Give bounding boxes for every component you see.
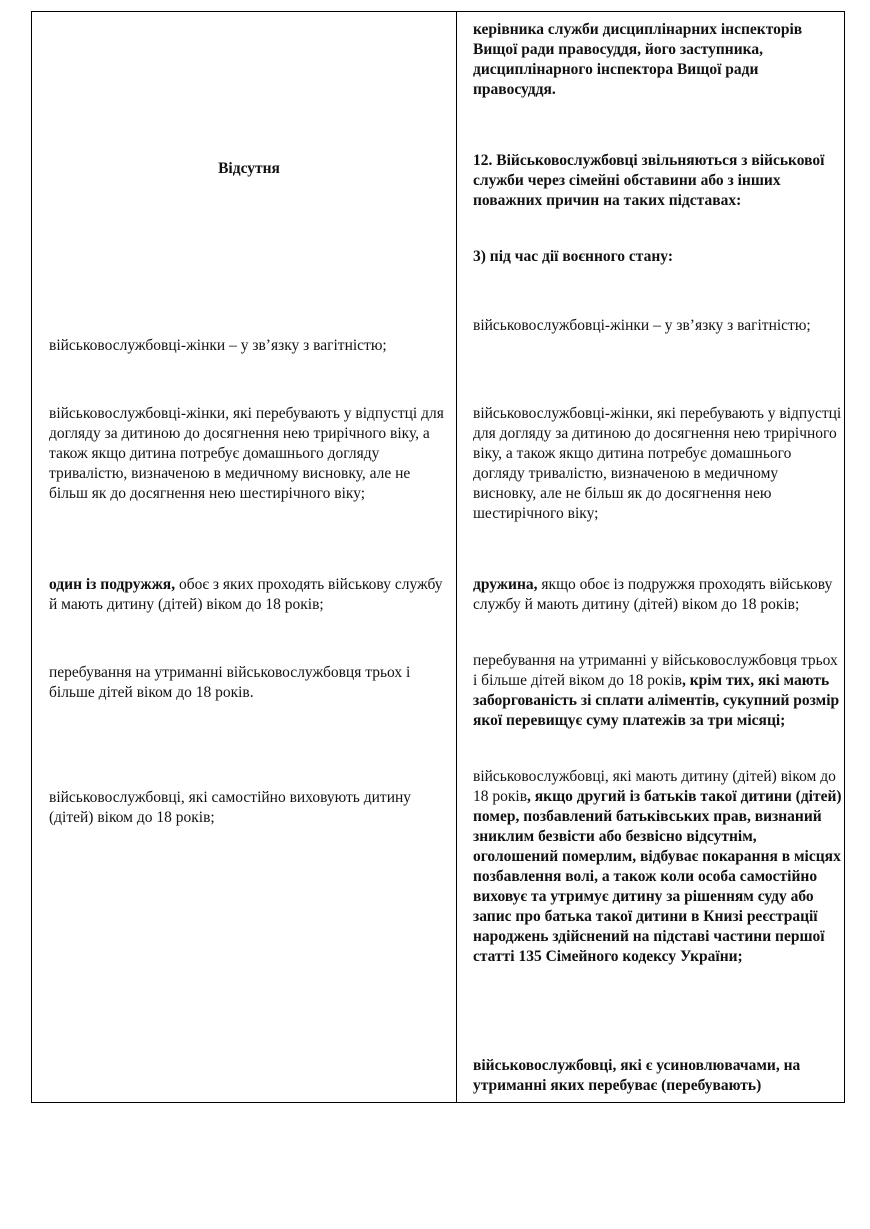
right-paragraph-6: військовослужбовці, які є усиновлювачами, на утриманні яких перебуває (перебувають): [473, 1057, 801, 1094]
left-paragraph-2: військовослужбовці-жінки, які перебувають у відпустці для догляду за дитиною до досягнення нею трирічного віку, а також якщо дитина потребує домашнього догляду тривалістю, визначеною в медичному висновку, але не більш як до досягнення нею шестирічного віку;: [49, 405, 444, 502]
column-divider: [456, 12, 457, 1102]
comparison-table: [31, 11, 845, 1103]
left-paragraph-3: [49, 575, 449, 615]
right-paragraph-3-rest: якщо обоє із подружжя проходять військову службу й мають дитину (дітей) віком до 18 років;: [473, 576, 833, 613]
right-paragraph-4: [473, 651, 843, 731]
left-paragraph-1: військовослужбовці-жінки – у зв’язку з вагітністю;: [49, 337, 387, 354]
left-paragraph-4: перебування на утриманні військовослужбовця трьох і більше дітей віком до 18 років.: [49, 664, 411, 701]
right-paragraph-4-normal: перебування на утриманні у військовослужбовця трьох і більше дітей віком до 18 років: [473, 652, 838, 689]
left-paragraph-3-bold: один із подружжя,: [49, 576, 176, 593]
right-paragraph-2: військовослужбовці-жінки, які перебувають у відпустці для догляду за дитиною до досягнення нею трирічного віку, а також якщо дитина потребує домашнього догляду тривалістю, визначеною в медичному висновку, але не більш як до досягнення нею шестирічного віку;: [473, 405, 842, 522]
right-paragraph-1: військовослужбовці-жінки – у зв’язку з вагітністю;: [473, 317, 811, 334]
right-paragraph-5: [473, 767, 843, 967]
right-paragraph-3: [473, 575, 843, 615]
right-top-bold: керівника служби дисциплінарних інспекторів Вищої ради правосуддя, його заступника, дисциплінарного інспектора Вищої ради правосуддя.: [473, 21, 803, 98]
left-absent-label: Відсутня: [218, 160, 280, 177]
right-paragraph-4-bold: , крім тих, які мають заборгованість зі сплати аліментів, сукупний розмір якої перевищує суму платежів за три місяці;: [473, 672, 840, 729]
right-item-3: 3) під час дії воєнного стану:: [473, 248, 673, 265]
right-item-12: 12. Військовослужбовці звільняються з військової служби через сімейні обставини або з інших поважних причин на таких підставах:: [473, 152, 825, 209]
left-paragraph-5: військовослужбовці, які самостійно виховують дитину (дітей) віком до 18 років;: [49, 789, 412, 826]
right-paragraph-5-bold: , якщо другий із батьків такої дитини (дітей) помер, позбавлений батьківських прав, визнаний зниклим безвісти або безвісно відсутнім, оголошений померлим, відбуває покарання в місцях позбавлення волі, а також коли особа самостійно виховує та утримує дитину за рішенням суду або запис про батька такої дитини в Книзі реєстрації народжень здійснений на підставі частини першої статті 135 Сімейного кодексу України;: [473, 788, 842, 965]
right-paragraph-3-bold: дружина,: [473, 576, 538, 593]
right-paragraph-5-normal: військовослужбовці, які мають дитину (дітей) віком до 18 років: [473, 768, 836, 805]
left-paragraph-3-rest: обоє з яких проходять військову службу й мають дитину (дітей) віком до 18 років;: [49, 576, 443, 613]
